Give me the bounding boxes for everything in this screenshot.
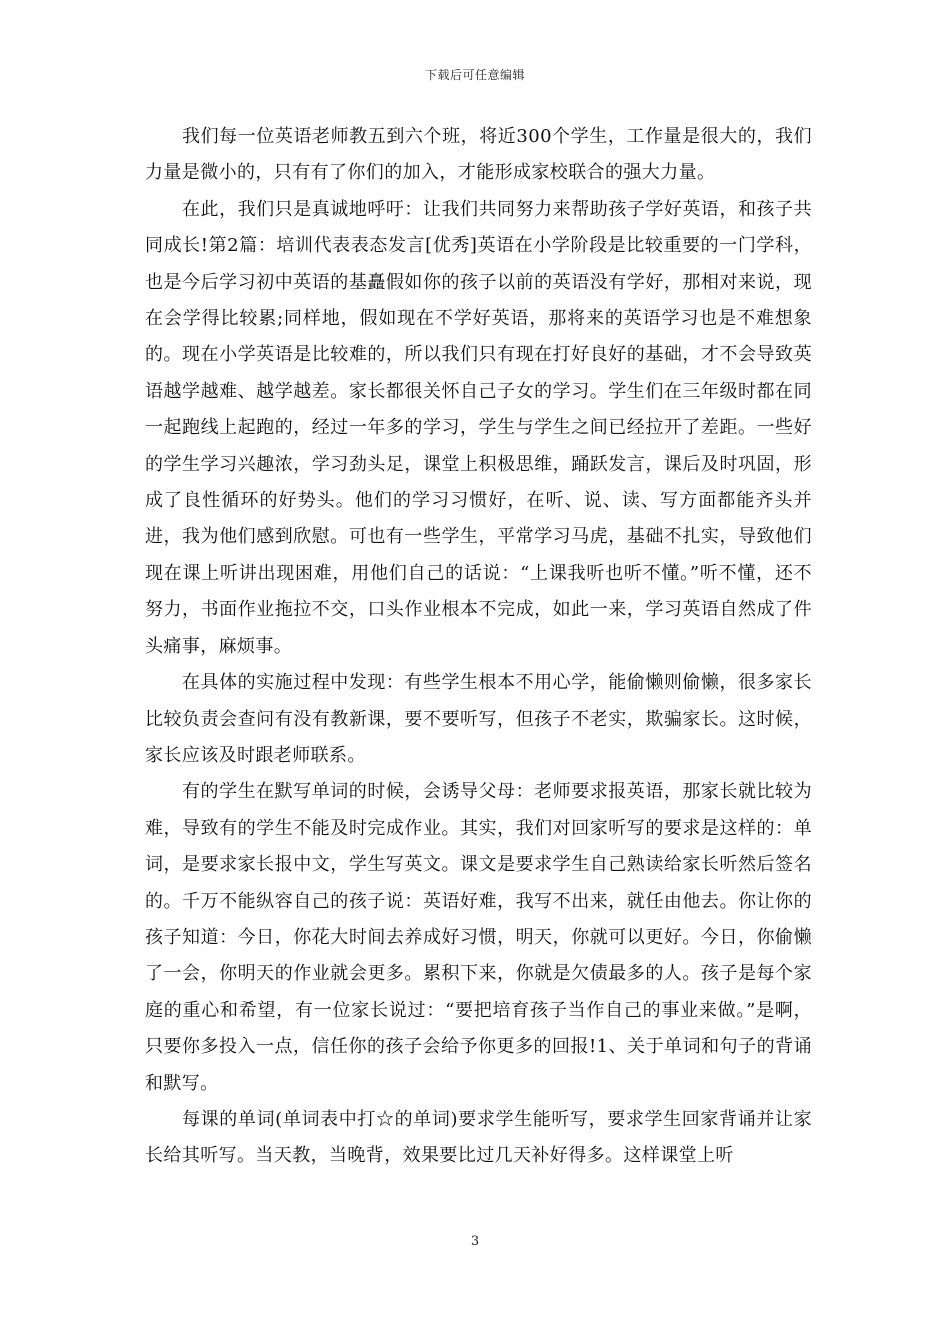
paragraph-3: 在具体的实施过程中发现：有些学生根本不用心学，能偷懒则偷懒，很多家长比较负责会查问有没有教新课，要不要听写，但孩子不老实，欺骗家长。这时候，家长应该及时跟老师联系。 xyxy=(145,672,812,766)
document-body xyxy=(145,119,812,1175)
page-header: 下载后可任意编辑 xyxy=(424,68,525,82)
paragraph-4: 有的学生在默写单词的时候，会诱导父母：老师要求报英语，那家长就比较为难，导致有的学生不能及时完成作业。其实，我们对回家听写的要求是这样的：单词，是要求家长报中文，学生写英文。课文是要求学生自己熟读给家长听然后签名的。千万不能纵容自己的孩子说：英语好难，我写不出来，就任由他去。你让你的孩子知道：今日，你花大时间去养成好习惯，明天，你就可以更好。今日，你偷懒了一会，你明天的作业就会更多。累积下来，你就是欠债最多的人。孩子是每个家庭的重心和希望，有一位家长说过：“要把培育孩子当作自己的事业来做。”是啊，只要你多投入一点，信任你的孩子会给予你更多的回报!1、关于单词和句子的背诵和默写。 xyxy=(145,781,812,1094)
page-number: 3 xyxy=(470,1234,480,1249)
paragraph-2: 在此，我们只是真诚地呼吁：让我们共同努力来帮助孩子学好英语，和孩子共同成长!第2篇：培训代表表态发言[优秀]英语在小学阶段是比较重要的一门学科，也是今后学习初中英语的基矗假如你的孩子以前的英语没有学好，那相对来说，现在会学得比较累;同样地，假如现在不学好英语，那将来的英语学习也是不难想象的。现在小学英语是比较难的，所以我们只有现在打好良好的基础，才不会导致英语越学越难、越学越差。家长都很关怀自己子女的学习。学生们在三年级时都在同一起跑线上起跑的，经过一年多的学习，学生与学生之间已经拉开了差距。一些好的学生学习兴趣浓，学习劲头足，课堂上积极思维，踊跃发言，课后及时巩固，形成了良性循环的好势头。他们的学习习惯好，在听、说、读、写方面都能齐头并进，我为他们感到欣慰。可也有一些学生，平常学习马虎，基础不扎实，导致他们现在课上听讲出现困难，用他们自己的话说：“上课我听也听不懂。”听不懂，还不努力，书面作业拖拉不交，口头作业根本不完成，如此一来，学习英语自然成了件头痛事，麻烦事。 xyxy=(145,198,812,657)
paragraph-5: 每课的单词(单词表中打☆的单词)要求学生能听写，要求学生回家背诵并让家长给其听写。当天教，当晚背，效果要比过几天补好得多。这样课堂上听 xyxy=(145,1108,812,1167)
paragraph-1: 我们每一位英语老师教五到六个班，将近300个学生，工作量是很大的，我们力量是微小的，只有有了你们的加入，才能形成家校联合的强大力量。 xyxy=(145,126,812,184)
